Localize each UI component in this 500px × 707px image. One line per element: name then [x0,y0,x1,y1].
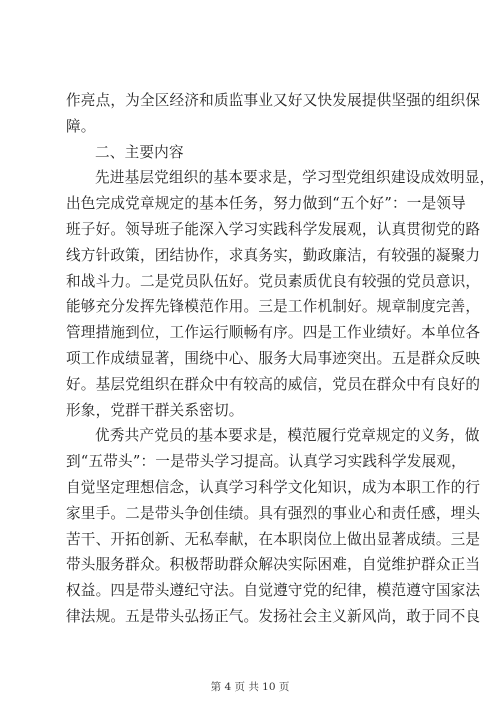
text-line: 家里手。二是带头争创佳绩。具有强烈的事业心和责任感，埋头 [66,504,481,522]
text-line: 管理措施到位，工作运行顺畅有序。四是工作业绩好。本单位各 [66,324,481,342]
text-line: 二、主要内容 [95,143,184,161]
text-line: 权益。四是带头遵纪守法。自觉遵守党的纪律，模范遵守国家法 [66,582,481,600]
text-line: 先进基层党组织的基本要求是，学习型党组织建设成效明显， [95,169,495,187]
text-line: 障。 [66,117,96,135]
text-line: 自觉坚定理想信念，认真学习科学文化知识，成为本职工作的行 [66,478,481,496]
text-line: 好。基层党组织在群众中有较高的威信，党员在群众中有良好的 [66,375,481,393]
text-line: 带头服务群众。积极帮助群众解决实际困难，自觉维护群众正当 [66,556,481,574]
page-footer: 第 4 页 共 10 页 [210,681,290,693]
text-line: 和战斗力。二是党员队伍好。党员素质优良有较强的党员意识， [66,272,481,290]
text-line: 到“五带头”：一是带头学习提高。认真学习实践科学发展观， [66,453,466,471]
text-line: 项工作成绩显著，围绕中心、服务大局事迹突出。五是群众反映 [66,349,481,367]
text-line: 形象，党群干群关系密切。 [66,401,244,419]
text-line: 苦干、开拓创新、无私奉献，在本职岗位上做出显著成绩。三是 [66,530,481,548]
document-body [66,88,495,630]
text-line: 律法规。五是带头弘扬正气。发扬社会主义新风尚，敢于同不良 [66,607,481,625]
text-line: 能够充分发挥先锋模范作用。三是工作机制好。规章制度完善， [66,298,481,316]
text-line: 优秀共产党员的基本要求是，模范履行党章规定的义务，做 [95,427,480,445]
text-line: 作亮点，为全区经济和质监事业又好又快发展提供坚强的组织保 [66,92,481,109]
text-line: 出色完成党章规定的基本任务，努力做到“五个好”：一是领导 [66,195,466,213]
text-line: 线方针政策，团结协作，求真务实，勤政廉洁，有较强的凝聚力 [66,246,481,264]
text-line: 班子好。领导班子能深入学习实践科学发展观，认真贯彻党的路 [66,220,481,238]
